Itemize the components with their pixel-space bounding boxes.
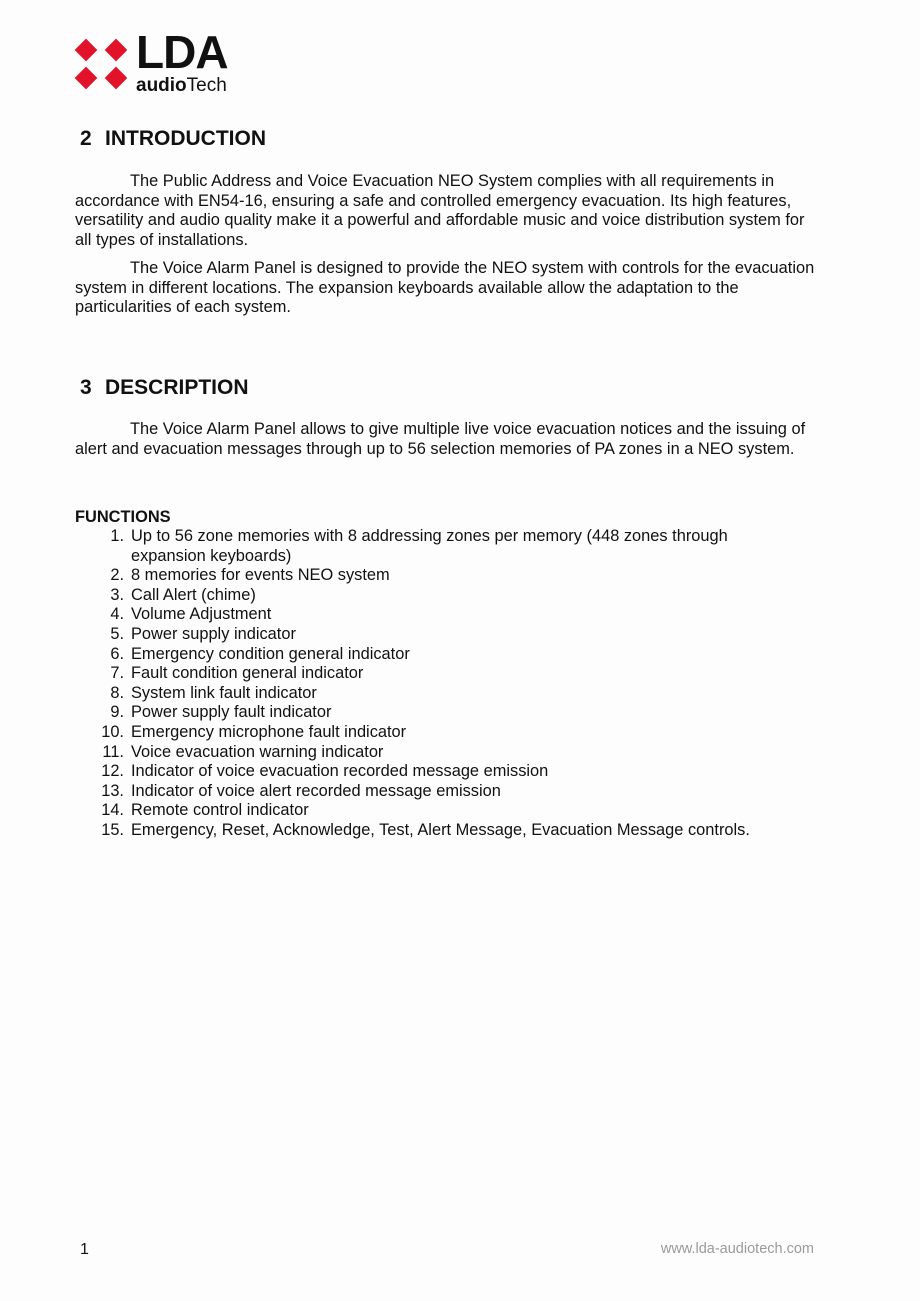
section-heading-introduction: 2 INTRODUCTION: [80, 127, 266, 150]
list-item: [0, 586, 771, 606]
logo-subtitle: audioTech: [136, 75, 227, 96]
list-item-text: Volume Adjustment: [131, 605, 272, 624]
list-item-number: 4.: [110, 605, 124, 624]
page-number: 1: [80, 1241, 89, 1258]
list-item-number: 6.: [110, 644, 124, 663]
list-item-text: Emergency, Reset, Acknowledge, Test, Alert Message, Evacuation Message controls.: [131, 820, 750, 839]
list-item-number: 14.: [101, 801, 124, 820]
list-item-text: 8 memories for events NEO system: [131, 566, 390, 585]
list-item-number: 10.: [101, 722, 124, 741]
list-item-number: 1.: [110, 527, 124, 545]
list-item: [0, 527, 771, 566]
list-item: [0, 625, 771, 645]
intro-paragraph-1: The Public Address and Voice Evacuation NEO System complies with all requirements in accordance with EN54-16, ensuring a safe and controlled emergency evacuation. Its high features, versatility and audio quality make it a powerful and affordable music and voice distribution system for all types of installations.: [75, 172, 805, 249]
list-item-text: Emergency microphone fault indicator: [131, 722, 407, 741]
intro-paragraph-2: The Voice Alarm Panel is designed to provide the NEO system with controls for the evacuation system in different locations. The expansion keyboards available allow the adaptation to the particularities of each system.: [75, 259, 815, 317]
list-item: [0, 762, 771, 782]
list-item-number: 8.: [110, 683, 124, 702]
list-item-text: Emergency condition general indicator: [131, 644, 410, 663]
list-item: [0, 684, 771, 704]
list-item: [0, 645, 771, 665]
description-paragraph: The Voice Alarm Panel allows to give multiple live voice evacuation notices and the issuing of alert and evacuation messages through up to 56 selection memories of PA zones in a NEO system.: [75, 420, 806, 458]
list-item-number: 3.: [110, 585, 124, 604]
list-item-number: 5.: [110, 624, 124, 643]
list-item-text: Voice evacuation warning indicator: [131, 742, 384, 761]
list-item-text: Fault condition general indicator: [131, 664, 364, 683]
functions-list: [0, 527, 820, 841]
list-item: [0, 723, 771, 743]
list-item-number: 13.: [101, 781, 124, 800]
list-item: [0, 566, 771, 586]
footer-website: www.lda-audiotech.com: [660, 1241, 814, 1257]
list-item: [0, 703, 771, 723]
list-item-number: 11.: [102, 742, 124, 761]
list-item-text: Call Alert (chime): [131, 585, 256, 604]
list-item: [0, 605, 771, 625]
section-heading-description: 3 DESCRIPTION: [80, 376, 249, 399]
list-item: [0, 801, 771, 821]
list-item: [0, 743, 771, 763]
list-item-text: Up to 56 zone memories with 8 addressing zones per memory (448 zones through expansion keyboards): [131, 527, 728, 565]
list-item-text: Power supply fault indicator: [131, 703, 332, 722]
list-item: [0, 821, 771, 841]
list-item-number: 2.: [110, 566, 124, 585]
list-item-text: System link fault indicator: [131, 683, 317, 702]
list-item-number: 7.: [110, 664, 124, 683]
logo-wordmark: LDA: [136, 26, 228, 78]
list-item-text: Indicator of voice alert recorded message emission: [131, 781, 501, 800]
list-item-number: 9.: [110, 703, 124, 722]
list-item-number: 15.: [101, 820, 124, 839]
list-item-text: Indicator of voice evacuation recorded message emission: [131, 762, 549, 781]
list-item-number: 12.: [101, 762, 124, 781]
list-item-text: Remote control indicator: [131, 801, 309, 820]
list-item: [0, 664, 771, 684]
list-item-text: Power supply indicator: [131, 624, 296, 643]
list-item: [0, 782, 771, 802]
functions-heading: FUNCTIONS: [75, 508, 171, 526]
lda-diamond-logo-icon: [74, 36, 132, 94]
lda-audiotech-logo: [74, 26, 246, 98]
